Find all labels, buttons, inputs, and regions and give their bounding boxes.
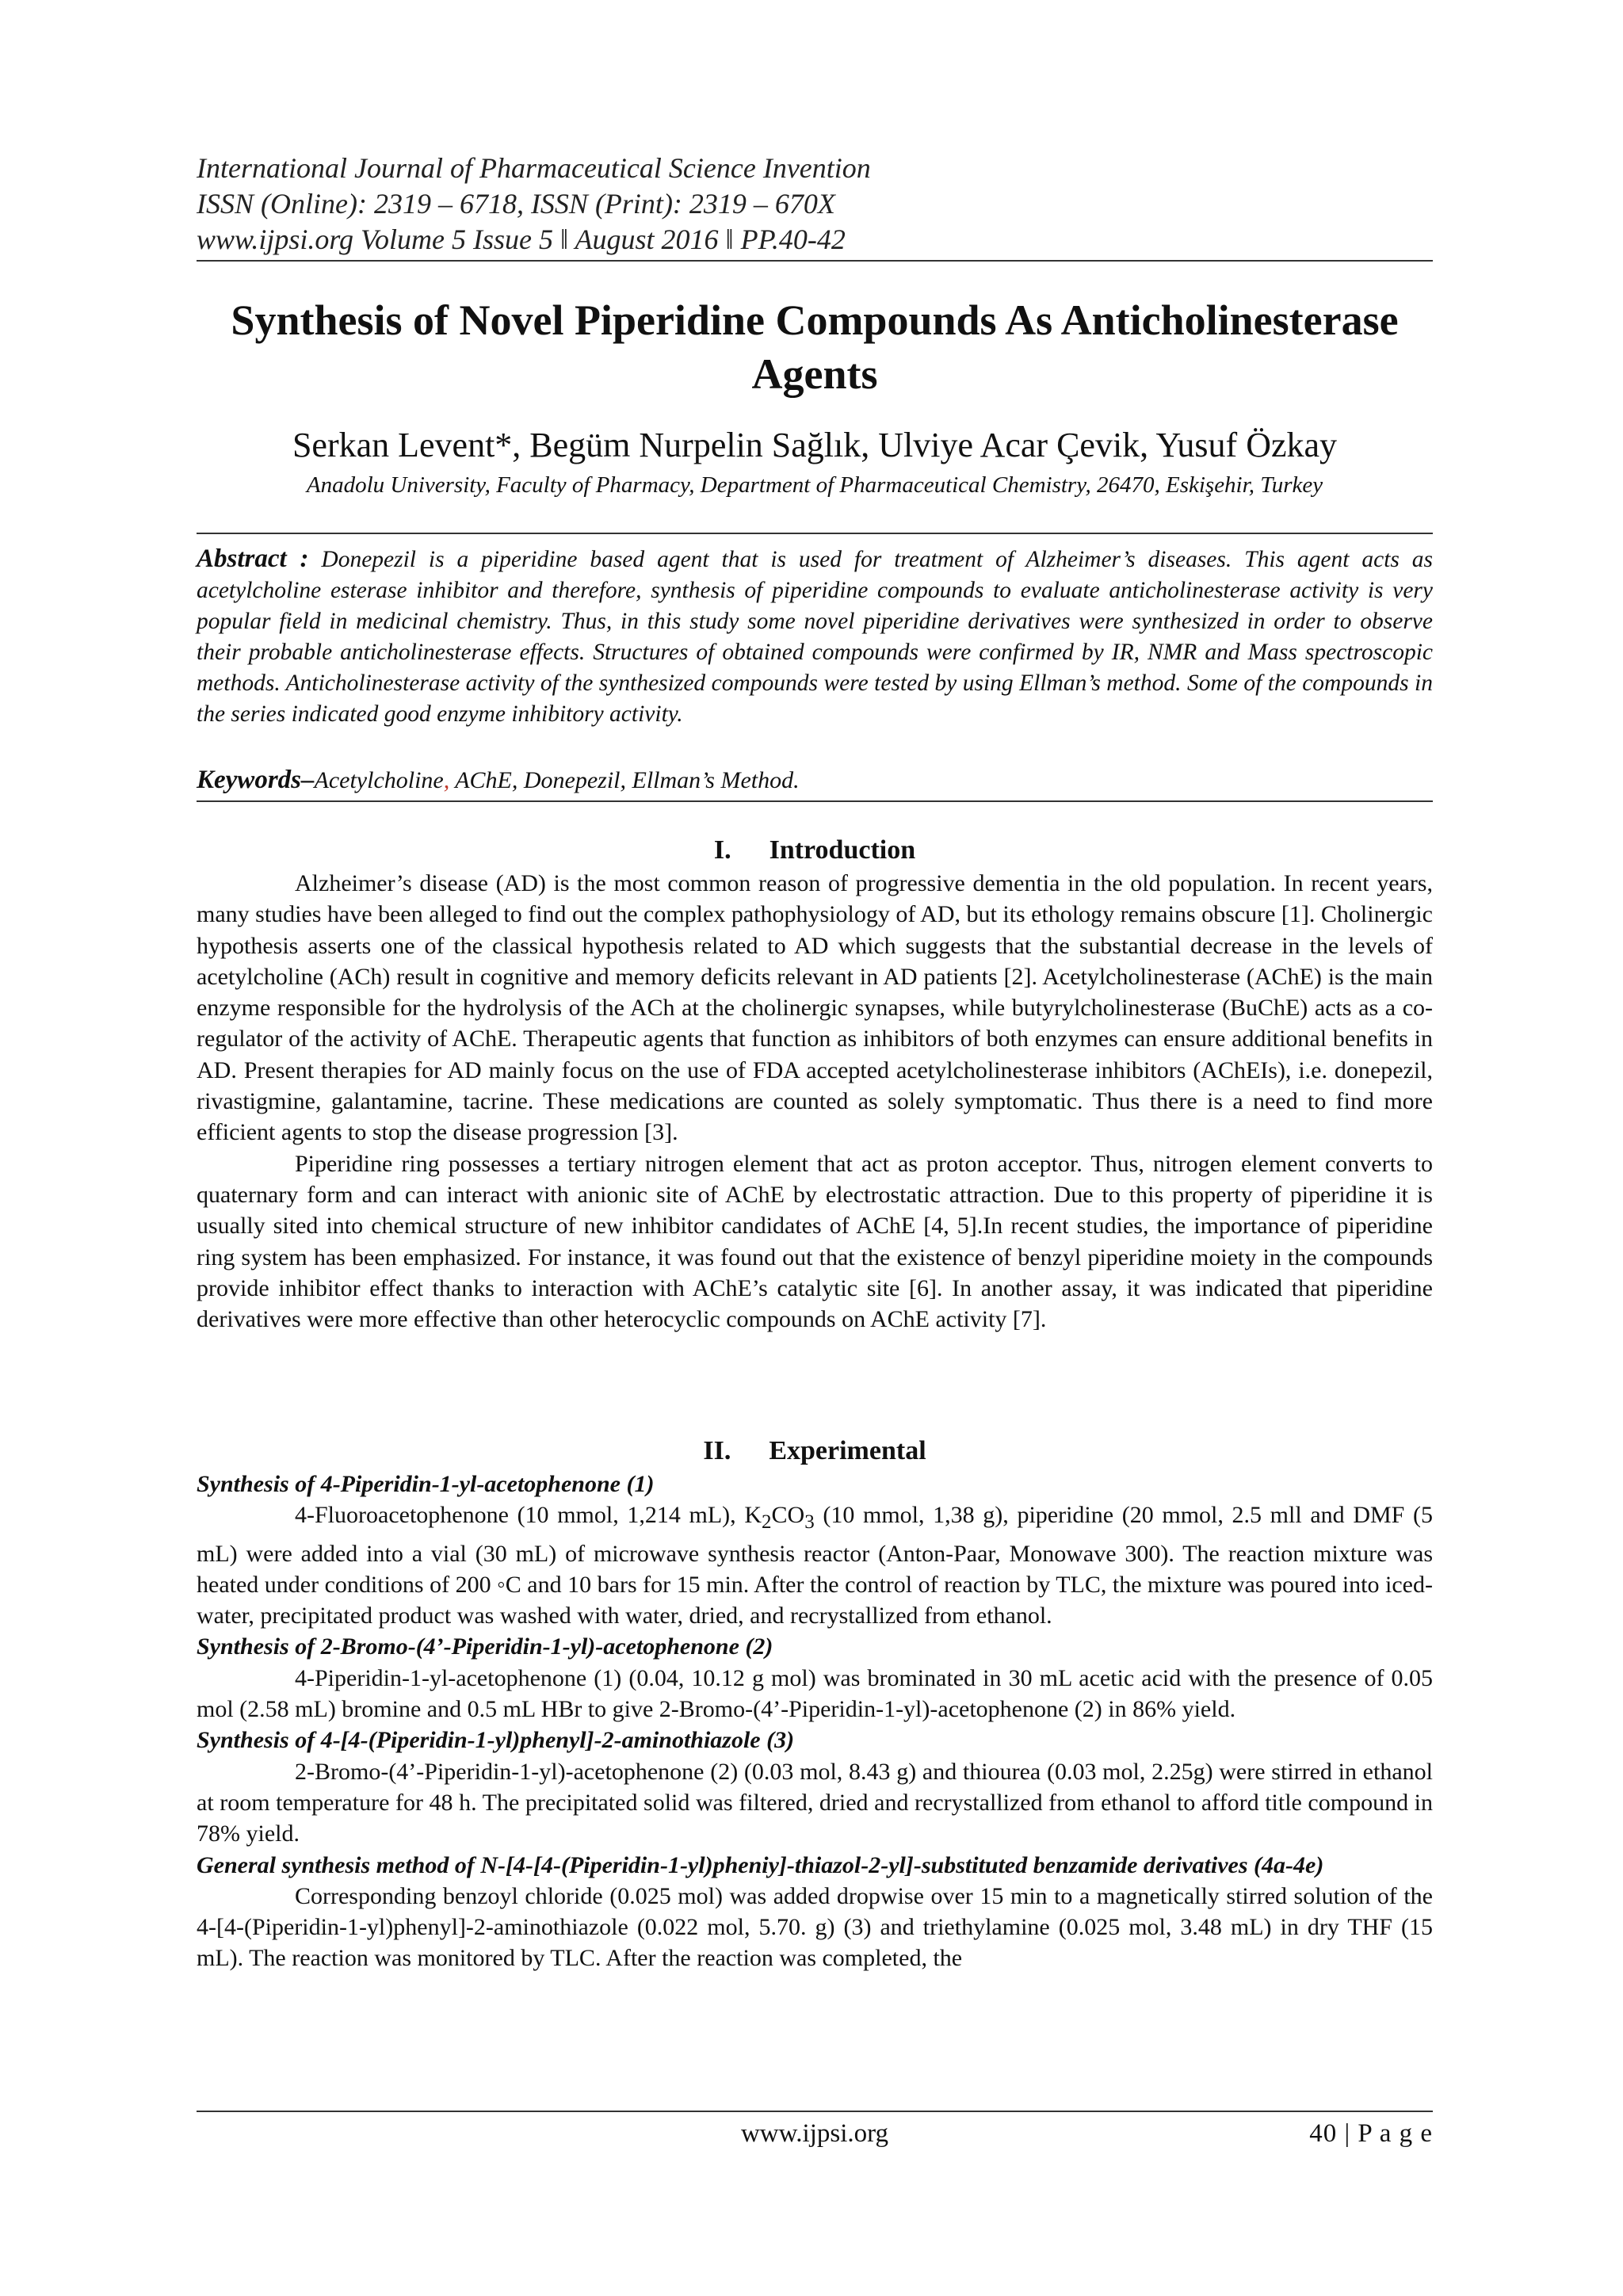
abstract-text: Donepezil is a piperidine based agent that is used for treatment of Alzheimer’s diseases. This agent acts as acetylcholine esterase inhibitor and therefore, synthesis of piperidine compounds to evaluate anticholinesterase activity is very popular field in medicinal chemistry. Thus, in this study some novel piperidine derivatives were synthesized in order to observe their probable anticholinesterase effects. Structures of obtained compounds were confirmed by IR, NMR and Mass spectroscopic methods. Anticholinesterase activity of the synthesized compounds were tested by using Ellman’s method. Some of the compounds in the series indicated good enzyme inhibitory activity.	[197, 547, 1434, 727]
subscript: 3	[804, 1511, 815, 1534]
footer-website: www.ijpsi.org	[740, 2119, 889, 2148]
text-fragment: (10 mmol, 1,38 g), piperidine (20 mmol, 2.5 mll and DMF (5 mL) were added into a vial (30 mL) of microwave synthesis reactor (Anton-Paar, Monowave 300). The reaction mixture was heated under conditions of 200 ◦C and 10 bars for 15 min. After the control of reaction by TLC, the mixture was poured into iced-water, precipitated product was washed with water, dried, and recrystallized from ethanol.	[197, 1502, 1433, 1629]
subsection-heading: Synthesis of 4-Piperidin-1-yl-acetophenone (1)	[197, 1471, 655, 1497]
intro-paragraph: Alzheimer’s disease (AD) is the most common reason of progressive dementia in the old population. In recent years, many studies have been alleged to find out the complex pathophysiology of AD, but its ethology remains obscure [1]. Cholinergic hypothesis asserts one of the classical hypothesis related to AD which suggests that the substantial decrease in the levels of acetylcholine (ACh) result in cognitive and memory deficits relevant in AD patients [2]. Acetylcholinesterase (AChE) is the main enzyme responsible for the hydrolysis of the ACh at the cholinergic synapses, while butyrylcholinesterase (BuChE) acts as a co-regulator of the activity of AChE. Therapeutic agents that function as inhibitors of both enzymes can ensure additional benefits in AD. Present therapies for AD mainly focus on the use of FDA accepted acetylcholinesterase inhibitors (AChEIs), i.e. donepezil, rivastigmine, galantamine, tacrine. These medications are counted as solely symptomatic. Thus there is a need to find more efficient agents to stop the disease progression [3].	[197, 870, 1433, 1146]
text-fragment: 4-Fluoroacetophenone (10 mmol, 1,214 mL), K	[295, 1502, 762, 1529]
journal-header	[197, 151, 1433, 258]
subsection-heading: Synthesis of 4-[4-(Piperidin-1-yl)phenyl]-2-aminothiazole (3)	[197, 1727, 795, 1754]
journal-volume: www.ijpsi.org Volume 5 Issue 5 ǁ August 2016 ǁ PP.40-42	[197, 223, 846, 255]
journal-name: International Journal of Pharmaceutical Science Invention	[197, 152, 871, 184]
keyword-separator: ,	[443, 767, 450, 793]
keywords-label: Keywords–	[197, 766, 315, 794]
subsection-heading: Synthesis of 2-Bromo-(4’-Piperidin-1-yl)-acetophenone (2)	[197, 1633, 773, 1660]
subsection-heading: General synthesis method of N-[4-[4-(Piperidin-1-yl)pheniy]-thiazol-2-yl]-substituted benzamide derivatives (4a-4e)	[197, 1851, 1324, 1878]
abstract-top-divider	[197, 533, 1433, 534]
keywords	[197, 765, 1433, 796]
section-number: I.	[713, 835, 731, 865]
journal-issn: ISSN (Online): 2319 – 6718, ISSN (Print): 2319 – 670X	[197, 188, 835, 220]
abstract	[197, 544, 1433, 730]
section-number: II.	[703, 1436, 731, 1465]
author-list: Serkan Levent*, Begüm Nurpelin Sağlık, Ulviye Acar Çevik, Yusuf Özkay	[292, 426, 1338, 464]
abstract-bottom-divider	[197, 800, 1433, 802]
text-fragment: CO	[771, 1502, 805, 1529]
subsection-text: 2-Bromo-(4’-Piperidin-1-yl)-acetophenone (2) (0.03 mol, 8.43 g) and thiourea (0.03 mol, 2.25g) were stirred in ethanol at room temperature for 48 h. The precipitated solid was filtered, dried and recrystallized from ethanol to afford title compound in 78% yield.	[197, 1758, 1433, 1847]
page-number: 40 | P a g e	[1309, 2119, 1433, 2148]
subscript: 2	[762, 1511, 772, 1534]
affiliation: Anadolu University, Faculty of Pharmacy, Department of Pharmaceutical Chemistry, 26470, Eskişehir, Turkey	[306, 472, 1323, 498]
intro-paragraph: Piperidine ring possesses a tertiary nitrogen element that act as proton acceptor. Thus, nitrogen element converts to quaternary form and can interact with anionic site of AChE by electrostatic attraction. Due to this property of piperidine it is usually sited into chemical structure of new inhibitor candidates of AChE [4, 5].In recent studies, the importance of piperidine ring system has been emphasized. For instance, it was found out that the existence of benzyl piperidine moiety in the compounds provide inhibitor effect thanks to interaction with AChE’s catalytic site [6]. In another assay, it was indicated that piperidine derivatives were more effective than other heterocyclic compounds on AChE activity [7].	[197, 1150, 1433, 1333]
paper-title: Synthesis of Novel Piperidine Compounds As Anticholinesterase Agents	[231, 296, 1399, 398]
abstract-label: Abstract :	[197, 544, 309, 573]
subsection-text	[197, 1499, 1433, 1631]
subsection-text: Corresponding benzoyl chloride (0.025 mol) was added dropwise over 15 min to a magnetically stirred solution of the 4-[4-(Piperidin-1-yl)phenyl]-2-aminothiazole (0.022 mol, 5.70. g) (3) and triethylamine (0.025 mol, 3.48 mL) in dry THF (15 mL). The reaction was monitored by TLC. After the reaction was completed, the	[197, 1882, 1433, 1972]
section-title: Introduction	[769, 835, 916, 865]
subsection-text: 4-Piperidin-1-yl-acetophenone (1) (0.04, 10.12 g mol) was brominated in 30 mL acetic acid with the presence of 0.05 mol (2.58 mL) bromine and 0.5 mL HBr to give 2-Bromo-(4’-Piperidin-1-yl)-acetophenone (2) in 86% yield.	[197, 1664, 1433, 1723]
keywords-rest: AChE, Donepezil, Ellman’s Method.	[449, 767, 800, 793]
header-divider	[197, 260, 1433, 262]
keyword-first: Acetylcholine	[314, 767, 444, 793]
section-title: Experimental	[769, 1436, 926, 1465]
section-heading-experimental	[197, 1435, 1433, 1468]
footer-divider	[197, 2111, 1433, 2112]
experimental-body	[197, 1469, 1433, 1974]
introduction-body	[197, 868, 1433, 1335]
section-heading-introduction	[197, 834, 1433, 867]
